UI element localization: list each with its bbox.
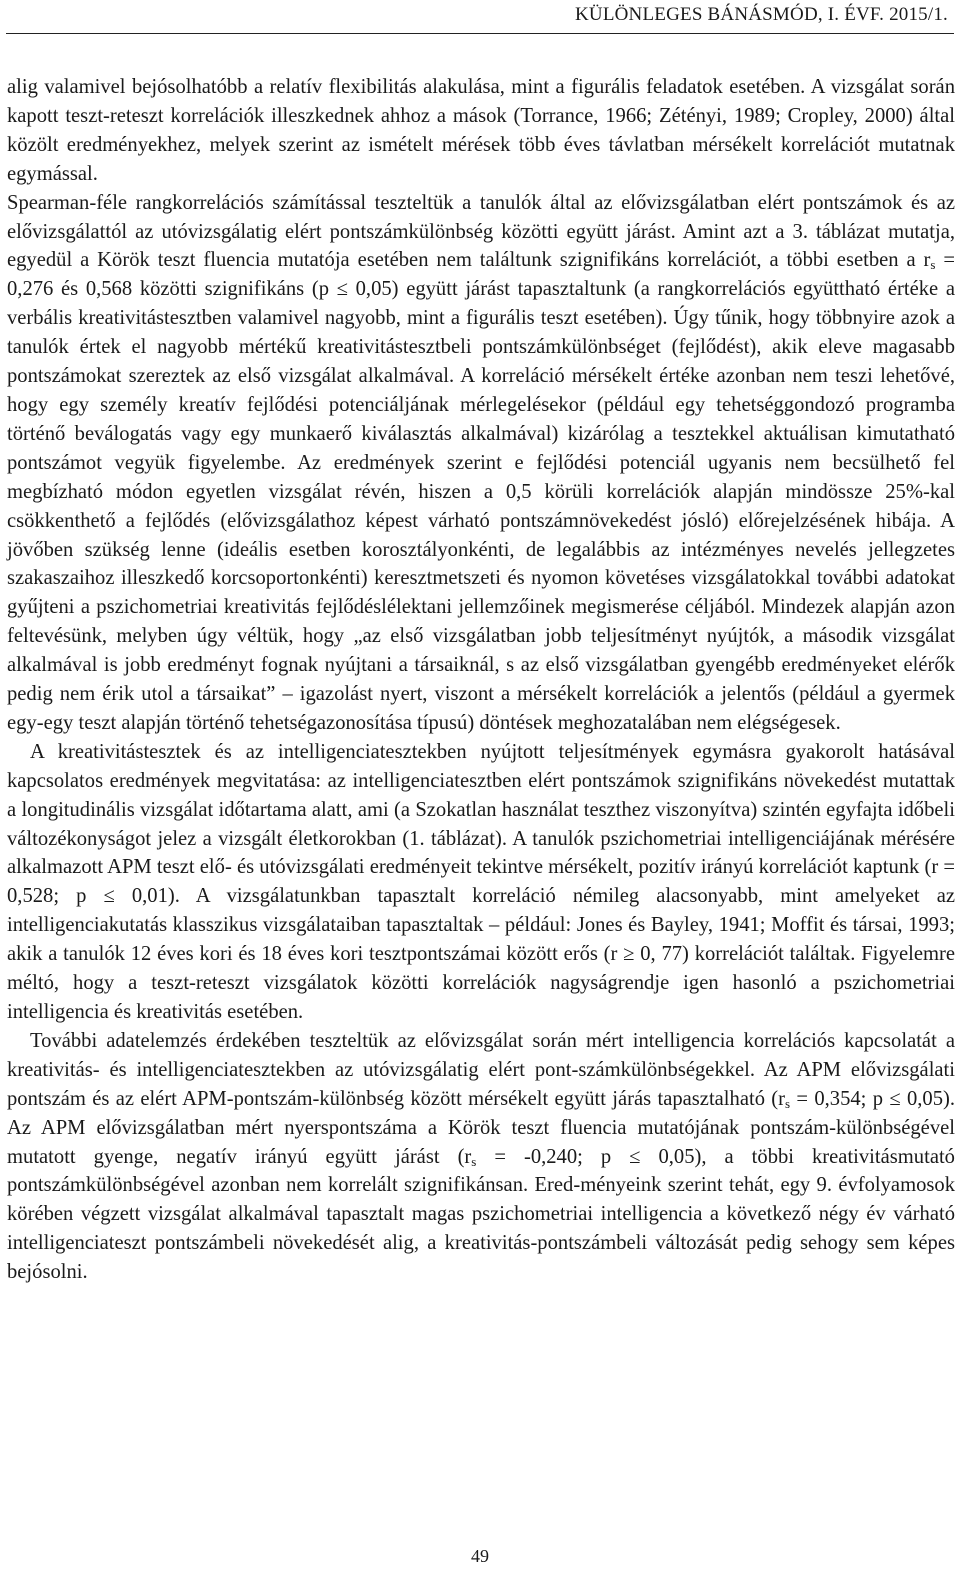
body-text xyxy=(7,73,955,1287)
paragraph-3: A kreativitástesztek és az intelligenciatesztekben nyújtott teljesítmények egymásra gyakorolt hatásával kapcsolatos eredmények megvitatása: az intelligenciatesztben elért pontszámok szignifikáns növekedést mutattak a longitudinális vizsgálat időtartama alatt, ami (a Szokatlan használat teszthez viszonyítva) szintén egyfajta időbeli változékonyságot jelez a vizsgált életkorokban (1. táblázat). A tanulók pszichometriai intelligenciájának mérésére alkalmazott APM teszt elő- és utóvizsgálati eredményeit tekintve mérsékelt, pozitív irányú korrelációt kaptunk (r = 0,528; p ≤ 0,01). A vizsgálatunkban tapasztalt korreláció némileg alacsonyabb, mint amelyeket az intelligenciakutatás klasszikus vizsgálataiban tapasztaltak – például: Jones és Bayley, 1941; Moffit és társai, 1993; akik a tanulók 12 éves kori és 18 éves kori tesztpontszámai között erős (r ≥ 0, 77) korrelációt találtak. Figyelemre méltó, hogy a teszt-reteszt vizsgálatok közötti korrelációk nagyságrendje igen hasonló a pszichometriai intelligencia és kreativitás esetében. xyxy=(7,740,955,1023)
header-rule xyxy=(6,33,954,34)
running-header: KÜLÖNLEGES BÁNÁSMÓD, I. ÉVF. 2015/1. xyxy=(574,4,948,25)
page-number: 49 xyxy=(471,1546,489,1566)
paragraph-4 xyxy=(7,1027,955,1287)
subscript-s: s xyxy=(785,1095,791,1111)
subscript-s: s xyxy=(930,257,936,273)
paragraph-2-text-a: Spearman-féle rangkorrelációs számítással teszteltük a tanulók által az elővizsgálatban elért pontszámok és az elővizsgálattól az utóvizsgálatig elért pontszámkülönbség közötti együtt járást. Amint azt a 3. táblázat mutatja, egyedül a Körök teszt fluencia mutatója esetében nem találtunk szignifikáns korrelációt, a többi esetben a r xyxy=(7,191,955,272)
paragraph-4-text-c: = -0,240; p ≤ 0,05), a többi kreativitásmutató pontszámkülönbségével azonban nem korrelált szignifikánsan. Ered-ményeink szerint tehát, egy 9. évfolyamosok körében végzett vizsgálat alkalmával tapasztalt magas pszichometriai intelligencia a következő négy év várható intelligenciateszt pontszámbeli növekedését alig, a kreativitás-pontszámbeli változását pedig sehogy sem képes bejósolni. xyxy=(7,1145,955,1284)
paragraph-4-text-b: = 0,354; p ≤ 0,05). Az APM elővizsgálatban mért nyerspontszáma a Körök teszt fluencia mutatójának pontszám-különbségével mutatott gyenge, negatív irányú együtt járást (r xyxy=(7,1087,956,1168)
paragraph-2-text-b: = 0,276 és 0,568 közötti szignifikáns (p ≤ 0,05) együtt járást tapasztaltunk (a rangkorrelációs együttható értéke a verbális kreativitástesztben valamivel nagyobb, mint a figurális teszt esetében). Úgy tűnik, hogy többnyire azok a tanulók értek el nagyobb mértékű kreativitástesztbeli pontszámkülönbséget (fejlődést), akik eleve magasabb pontszámokat szereztek az első vizsgálat alkalmával. A korreláció mérsékelt értéke azonban nem teszi lehetővé, hogy egy személy kreatív fejlődési potenciáljának mérlegelésekor (például egy tehetséggondozó programba történő beválogatás vagy egy munkaerő kiválasztás alkalmával) kizárólag a tesztekkel aktuálisan kimutatható pontszámot vegyük figyelembe. Az eredmények szerint e fejlődési potenciál ugyanis nem becsülhető fel megbízható módon egyetlen vizsgálat révén, hiszen a 0,5 körüli korrelációk alapján mindössze 25%-kal csökkenthető a fejlődés (elővizsgálathoz képest várható pontszámnövekedést jósló) előrejelzésének hibája. A jövőben szükség lenne (ideális esetben korosztályonkénti, de legalábbis az intézményes nevelés jellegzetes szakaszaihoz illeszkedő korcsoportonkénti) keresztmetszeti és nyomon követéses vizsgálatokkal további adatokat gyűjteni a pszichometriai kreativitás fejlődéslélektani jellemzőinek megismerése céljából. Mindezek alapján azon feltevésünk, melyben úgy véltük, hogy „az első vizsgálatban jobb teljesítményt nyújtók, a második vizsgálat alkalmával is jobb eredményt fognak nyújtani a társaiknál, s az első vizsgálatban gyengébb eredményeket elérők pedig nem érik utol a társaikat” – igazolást nyert, viszont a mérsékelt korrelációk a jelentős (például a gyermek egy-egy teszt alapján történő tehetségazonosítása típusú) döntések meghozatalában nem elégségesek. xyxy=(7,249,956,734)
subscript-s: s xyxy=(471,1153,477,1169)
paragraph-1: alig valamivel bejósolhatóbb a relatív flexibilitás alakulása, mint a figurális feladatok esetében. A vizsgálat során kapott teszt-reteszt korrelációk illeszkednek ahhoz a mások (Torrance, 1966; Zétényi, 1989; Cropley, 2000) által közölt eredményekhez, melyek szerint az ismételt mérések több éves távlatban mérsékelt korrelációt mutatnak egymással. xyxy=(7,76,955,185)
paragraph-4-text-a: További adatelemzés érdekében teszteltük az elővizsgálat során mért intelligencia korrelációs kapcsolatát a kreativitás- és intelligenciatesztekben az utóvizsgálatig elért pont-számkülönbségekkel. Az APM elővizsgálati pontszám és az elért APM-pontszám-különbség között mérsékelt együtt járás tapasztalható (r xyxy=(7,1029,955,1110)
paragraph-2 xyxy=(7,189,955,738)
